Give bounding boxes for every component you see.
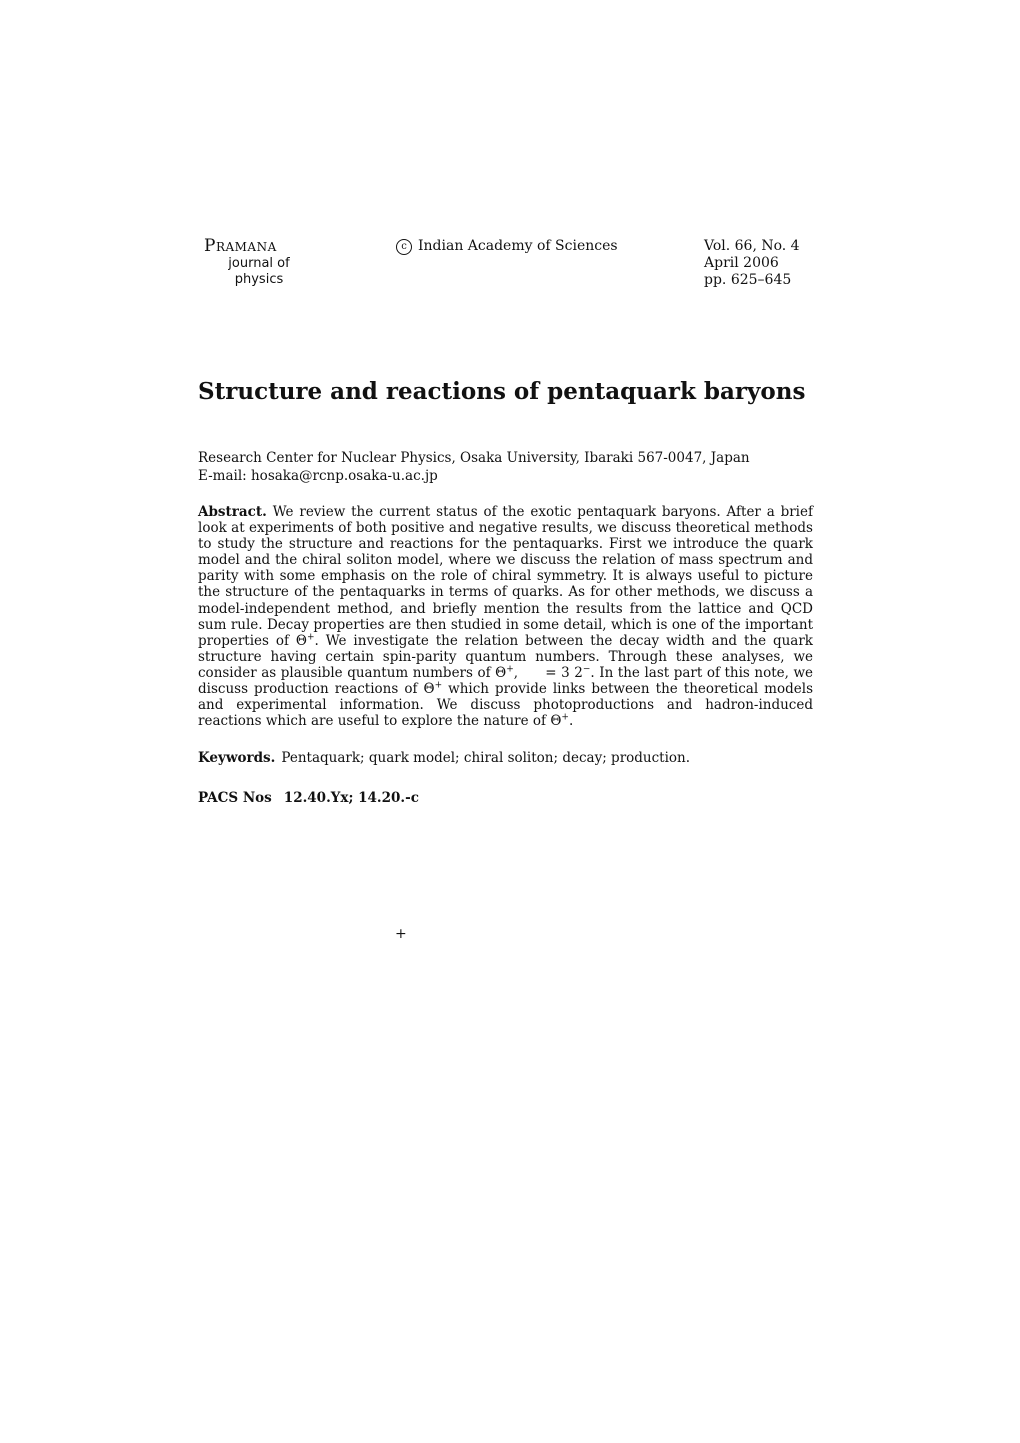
abstract-text-2: . We investigate the relation between the decay width and the quark structure having certain spin-parity quantum numbers. Through these analyses, we consider as plausible quantum numbers of Θ <box>198 632 813 681</box>
copyright-icon: c <box>396 239 412 255</box>
copyright-line <box>396 238 618 255</box>
abstract-label: Abstract. <box>198 504 267 520</box>
stray-plus-mark: + <box>395 926 407 942</box>
keywords-text: Pentaquark; quark model; chiral soliton; decay; production. <box>281 750 691 766</box>
abstract-sup-1: + <box>307 632 315 643</box>
issue-date: April 2006 <box>704 255 779 271</box>
abstract-text-5: which provide links between the theoretical models and experimental information. We discuss photoproductions and hadron-induced reactions which are useful to explore the nature of Θ <box>198 681 813 730</box>
institution: Research Center for Nuclear Physics, Osaka University, Ibaraki 567-0047, Japan <box>198 450 750 466</box>
volume-block <box>704 238 800 289</box>
abstract-sup-2: + <box>506 664 514 675</box>
copyright-text: Indian Academy of Sciences <box>418 238 618 254</box>
journal-subtitle-1: journal of <box>228 256 290 271</box>
affiliation <box>198 449 750 485</box>
paper-title: Structure and reactions of pentaquark baryons <box>198 378 806 405</box>
journal-subtitle-2: physics <box>234 272 284 287</box>
journal-name: Pramana <box>204 236 277 256</box>
email: E-mail: hosaka@rcnp.osaka-u.ac.jp <box>198 468 438 484</box>
abstract-text-4: . In the last part of this note, we discuss production reactions of Θ <box>198 664 813 698</box>
page-range: pp. 625–645 <box>704 272 792 288</box>
keywords <box>198 750 813 766</box>
pacs-label: PACS Nos <box>198 790 272 806</box>
abstract <box>198 504 813 729</box>
abstract-text-1: We review the current status of the exotic pentaquark baryons. After a brief look at experiments of both positive and negative results, we discuss theoretical methods to study the structure and reactions for the pentaquarks. First we introduce the quark model and the chiral soliton model, where we discuss the relation of mass spectrum and parity with some emphasis on the role of chiral symmetry. It is always useful to picture the structure of the pentaquarks in terms of quarks. As for other methods, we discuss a model-independent method, and briefly mention the results from the lattice and QCD sum rule. Decay properties are then studied in some detail, which is one of the important properties of Θ <box>198 504 813 649</box>
keywords-label: Keywords. <box>198 750 276 766</box>
pacs-text: 12.40.Yx; 14.20.-c <box>283 790 419 806</box>
abstract-sup-4: + <box>434 680 443 691</box>
abstract-text-3: , = 3 2 <box>513 664 583 681</box>
abstract-sup-5: + <box>561 712 569 723</box>
pacs-numbers <box>198 790 419 806</box>
abstract-sup-3: − <box>582 664 591 675</box>
volume-number: Vol. 66, No. 4 <box>704 238 800 254</box>
abstract-text-6: . <box>568 713 574 730</box>
